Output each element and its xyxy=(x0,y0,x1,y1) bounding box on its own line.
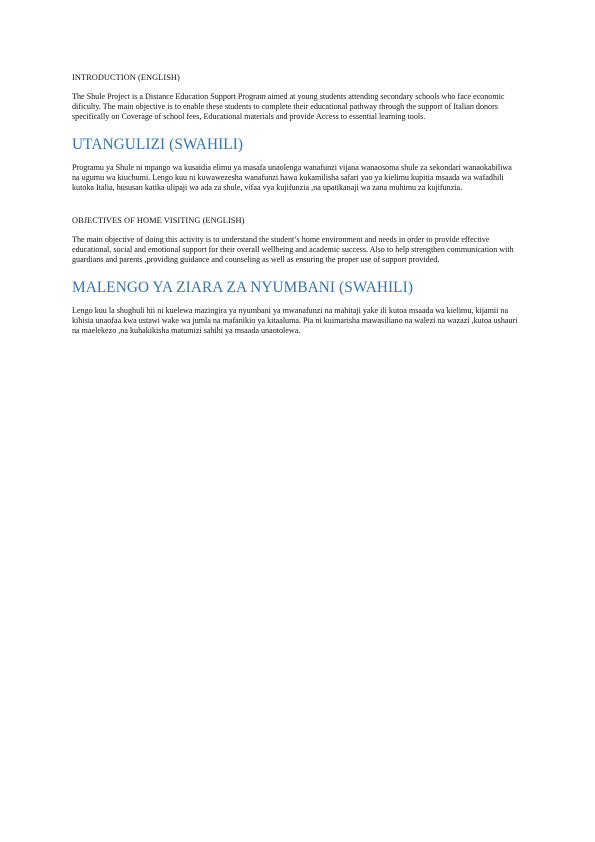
intro-swahili-paragraph: Programu ya Shule ni mpango wa kusaidia elimu ya masafa unaolenga wanafunzi vijana wanaosoma shule za sekondari wanaokabiliwa na ugumu wa kiuchumi. Lengo kuu ni kuwawezesha wanafunzi hawa kukamilisha safari yao ya kielimu kupitia msaada wa wafadhili kutoka Italia, hususan katika ulipaji wa ada za shule, vifaa vya kujifunzia ,na upatikanaji wa zana muhimu za kujifunzia. xyxy=(72,163,512,192)
objectives-swahili-heading: MALENGO YA ZIARA ZA NYUMBANI (SWAHILI) xyxy=(72,279,414,296)
document-page xyxy=(72,72,521,336)
objectives-english-paragraph: The main objective of doing this activity is to understand the student’s home environment and needs in order to provide effective educational, social and emotional support for their overall wellbeing and academic success. Also to help strengthen communication with guardians and parents ,providing guidance and counseling as well as ensuring the proper use of support provided. xyxy=(72,235,514,264)
intro-english-paragraph: The Shule Project is a Distance Education Support Program aimed at young students attending secondary schools who face economic dificulty. The main objective is to enable these students to complete their educational pathway through the support of Italian donors specifically on Coverage of school fees, Educational materials and provide Access to essential learning tools. xyxy=(72,92,505,121)
objectives-swahili-paragraph: Lengo kuu la shughuli hii ni kuelewa mazingira ya nyumbani ya mwanafunzi na mahitaji yake ili kutoa msaada wa kielimu, kijamii na kihisia unaofaa kwa ustawi wake wa jumla na mafanikio ya kitaaluma. Pia ni kuimarisha mawasiliano na walezi na wazazi ,kutoa ushauri na maelekezo ,na kuhakikisha matumizi sahihi ya msaada unaotolewa. xyxy=(72,306,518,335)
intro-english-heading: INTRODUCTION (ENGLISH) xyxy=(72,73,180,82)
objectives-english-heading: OBJECTIVES OF HOME VISITING (ENGLISH) xyxy=(72,216,245,225)
intro-swahili-heading: UTANGULIZI (SWAHILI) xyxy=(72,136,244,153)
